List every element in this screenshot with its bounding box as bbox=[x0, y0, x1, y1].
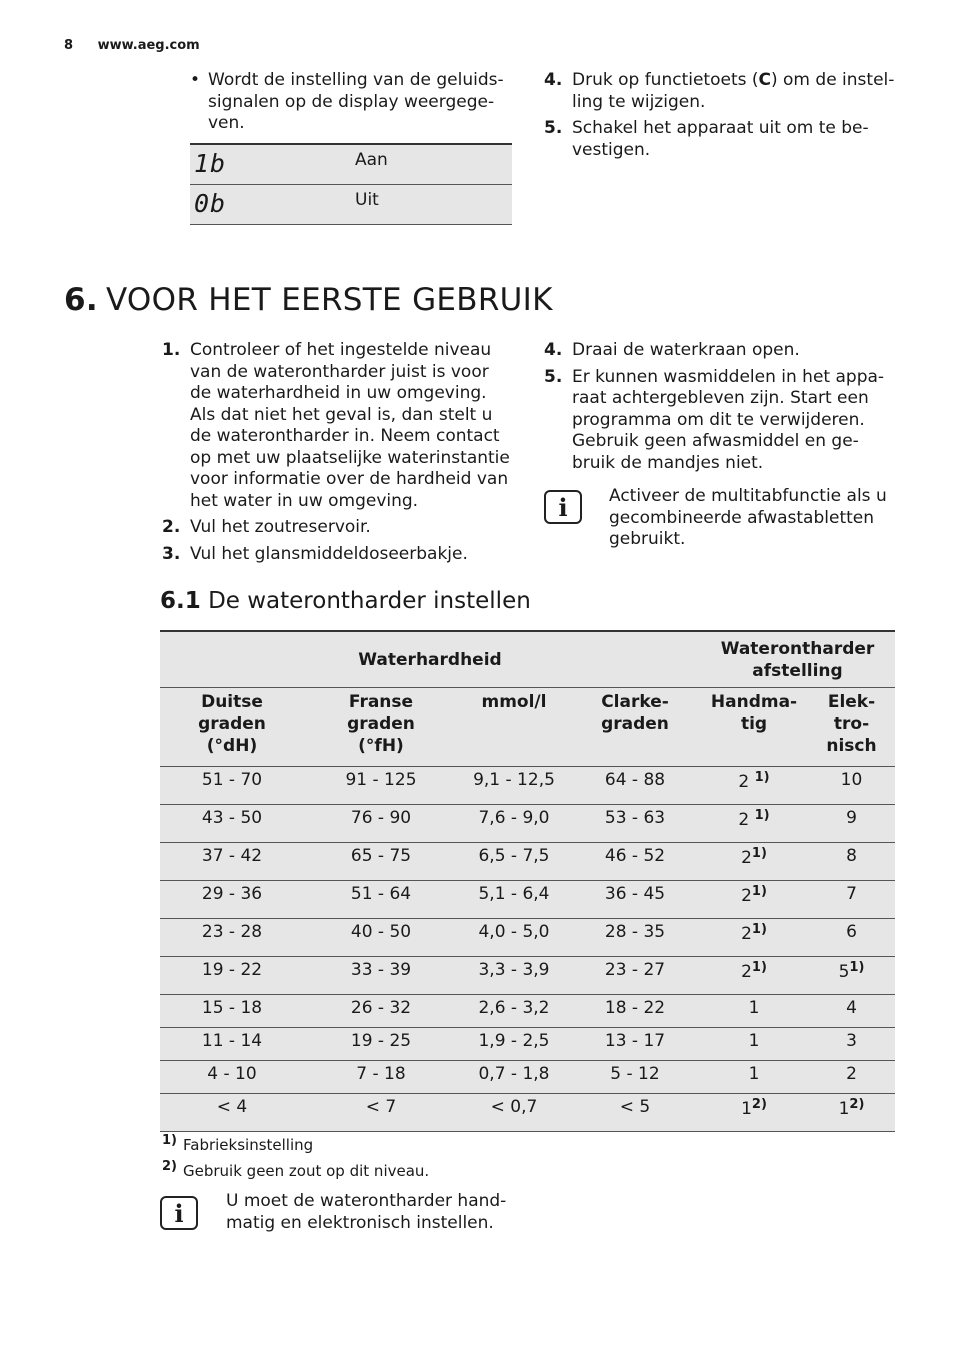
cell-duitse-graden: 19 - 22 bbox=[160, 956, 304, 994]
step-number: 4. bbox=[544, 340, 563, 360]
cell-elektronisch bbox=[808, 766, 895, 804]
column-header: mmol/l bbox=[458, 687, 570, 766]
info-note-multitab: Activeer de multitabfunctie als u gecombineerde afwastabletten gebruikt. bbox=[609, 486, 887, 549]
cell-value: 5 bbox=[838, 961, 850, 982]
step-text bbox=[572, 70, 894, 113]
table-row bbox=[160, 842, 895, 880]
step-text: Vul het glansmiddeldoseerbakje. bbox=[190, 543, 468, 564]
cell-duitse-graden: 51 - 70 bbox=[160, 766, 304, 804]
step-item bbox=[544, 367, 904, 475]
cell-clarke: 23 - 27 bbox=[570, 956, 700, 994]
cell-value: 3 bbox=[846, 1030, 857, 1051]
page-header bbox=[64, 38, 200, 53]
cell-handmatig bbox=[700, 842, 808, 880]
step-number: 5. bbox=[544, 366, 563, 387]
footnote bbox=[162, 1159, 429, 1180]
cell-clarke: 53 - 63 bbox=[570, 804, 700, 842]
cell-mmol: 6,5 - 7,5 bbox=[458, 842, 570, 880]
cell-clarke: 28 - 35 bbox=[570, 918, 700, 956]
cell-value: 2 bbox=[738, 771, 755, 792]
cell-mmol: 5,1 - 6,4 bbox=[458, 880, 570, 918]
cell-value: 1 bbox=[748, 1063, 760, 1084]
cell-mmol: 1,9 - 2,5 bbox=[458, 1027, 570, 1060]
cell-franse-graden: 51 - 64 bbox=[304, 880, 458, 918]
step-number: 4. bbox=[544, 70, 563, 90]
cell-duitse-graden: 15 - 18 bbox=[160, 994, 304, 1027]
bullet-text: Wordt de instelling van de geluids- signalen op de display weergege- ven. bbox=[208, 70, 504, 133]
step-item bbox=[544, 340, 904, 362]
column-header: Franse graden (°fH) bbox=[304, 687, 458, 766]
cell-franse-graden: < 7 bbox=[304, 1093, 458, 1131]
cell-elektronisch bbox=[808, 956, 895, 994]
cell-value: 9 bbox=[846, 807, 857, 828]
cell-handmatig bbox=[700, 994, 808, 1027]
cell-mmol: 0,7 - 1,8 bbox=[458, 1060, 570, 1093]
cell-elektronisch bbox=[808, 880, 895, 918]
cell-elektronisch bbox=[808, 1060, 895, 1093]
cell-value: 10 bbox=[840, 769, 863, 790]
table-row bbox=[160, 1093, 895, 1131]
step-text-pre: Druk op functietoets ( bbox=[572, 70, 759, 90]
cell-value: 1 bbox=[748, 1030, 760, 1051]
footnote-ref: 2) bbox=[849, 1096, 865, 1112]
step-item bbox=[162, 544, 522, 566]
cell-value: 1 bbox=[748, 997, 760, 1018]
display-row bbox=[190, 145, 512, 185]
cell-duitse-graden: < 4 bbox=[160, 1093, 304, 1131]
cell-value: 2 bbox=[741, 847, 752, 868]
step-item bbox=[162, 340, 522, 512]
cell-handmatig bbox=[700, 1093, 808, 1131]
page-number: 8 bbox=[64, 38, 74, 53]
cell-clarke: 46 - 52 bbox=[570, 842, 700, 880]
cell-elektronisch bbox=[808, 918, 895, 956]
water-hardness-table bbox=[160, 630, 895, 1132]
cell-value: 6 bbox=[846, 921, 857, 942]
column-header: Duitse graden (°dH) bbox=[160, 687, 304, 766]
cell-elektronisch bbox=[808, 994, 895, 1027]
top-right-steps bbox=[544, 70, 904, 166]
footnote-ref: 1) bbox=[751, 845, 767, 861]
cell-franse-graden: 26 - 32 bbox=[304, 994, 458, 1027]
step-number: 5. bbox=[544, 118, 563, 138]
info-note-manual-electronic: U moet de waterontharder hand- matig en elektronisch instellen. bbox=[226, 1191, 507, 1233]
step-number: 3. bbox=[162, 543, 181, 564]
step-text-post: ) om de instel- ling te wijzigen. bbox=[572, 70, 895, 112]
cell-clarke: 36 - 45 bbox=[570, 880, 700, 918]
cell-value: 2 bbox=[741, 923, 752, 944]
cell-handmatig bbox=[700, 1027, 808, 1060]
function-key: C bbox=[758, 70, 771, 90]
cell-franse-graden: 76 - 90 bbox=[304, 804, 458, 842]
step-item bbox=[544, 70, 904, 113]
display-table bbox=[190, 143, 512, 225]
cell-clarke: 13 - 17 bbox=[570, 1027, 700, 1060]
step-text: Schakel het apparaat uit om te be- vestigen. bbox=[572, 118, 869, 160]
table-row bbox=[160, 1060, 895, 1093]
cell-value: 1 bbox=[838, 1098, 850, 1119]
cell-handmatig bbox=[700, 956, 808, 994]
step-text: Vul het zoutreservoir. bbox=[190, 517, 371, 537]
sound-setting-bullet bbox=[190, 70, 520, 135]
footnote-ref: 1) bbox=[751, 921, 767, 937]
cell-value: 2 bbox=[741, 961, 752, 982]
cell-clarke: 64 - 88 bbox=[570, 766, 700, 804]
cell-value: 7 bbox=[846, 883, 857, 904]
info-icon: i bbox=[160, 1196, 198, 1230]
right-steps bbox=[544, 340, 904, 479]
table-row bbox=[160, 766, 895, 804]
footnote-ref: 2) bbox=[751, 1096, 767, 1112]
cell-handmatig bbox=[700, 1060, 808, 1093]
footnote-ref: 1) bbox=[849, 959, 865, 975]
cell-handmatig bbox=[700, 880, 808, 918]
cell-clarke: 5 - 12 bbox=[570, 1060, 700, 1093]
cell-elektronisch bbox=[808, 842, 895, 880]
display-value: Uit bbox=[355, 190, 379, 210]
cell-duitse-graden: 23 - 28 bbox=[160, 918, 304, 956]
cell-mmol: 2,6 - 3,2 bbox=[458, 994, 570, 1027]
footnote-ref: 1) bbox=[754, 769, 770, 785]
display-code: 1b bbox=[194, 149, 227, 178]
table-group-header-row bbox=[160, 631, 895, 687]
cell-elektronisch bbox=[808, 804, 895, 842]
step-item bbox=[162, 517, 522, 539]
cell-value: 2 bbox=[741, 885, 752, 906]
site-url: www.aeg.com bbox=[97, 38, 200, 53]
bullet-mark: • bbox=[190, 70, 201, 90]
cell-elektronisch bbox=[808, 1093, 895, 1131]
step-text: Controleer of het ingestelde niveau van de waterontharder juist is voor de waterhardheid in uw omgeving. Als dat niet het geval is, dan stelt u de waterontharder in. Neem contact op met uw plaatselijke waterinstantie voor informatie over de hardheid van het water in uw omgeving. bbox=[190, 340, 510, 511]
subsection-heading bbox=[160, 588, 531, 614]
cell-duitse-graden: 11 - 14 bbox=[160, 1027, 304, 1060]
table-row bbox=[160, 804, 895, 842]
header-waterhardheid: Waterhardheid bbox=[160, 631, 700, 687]
cell-value: 2 bbox=[738, 809, 755, 830]
footnote-ref: 1) bbox=[751, 883, 767, 899]
cell-mmol: 7,6 - 9,0 bbox=[458, 804, 570, 842]
cell-franse-graden: 19 - 25 bbox=[304, 1027, 458, 1060]
step-item bbox=[544, 118, 904, 161]
step-text: Draai de waterkraan open. bbox=[572, 340, 800, 360]
cell-value: 1 bbox=[741, 1098, 752, 1119]
cell-handmatig bbox=[700, 804, 808, 842]
cell-value: 4 bbox=[846, 997, 857, 1018]
footnote-mark: 2) bbox=[162, 1159, 177, 1174]
subsection-number: 6.1 bbox=[160, 588, 201, 614]
step-number: 2. bbox=[162, 517, 181, 537]
left-steps bbox=[162, 340, 522, 570]
cell-handmatig bbox=[700, 918, 808, 956]
footnote bbox=[162, 1133, 313, 1154]
header-softener-setting: Waterontharder afstelling bbox=[700, 631, 895, 687]
cell-duitse-graden: 37 - 42 bbox=[160, 842, 304, 880]
cell-mmol: < 0,7 bbox=[458, 1093, 570, 1131]
cell-value: 8 bbox=[846, 845, 857, 866]
display-code: 0b bbox=[194, 189, 227, 218]
footnote-text: Fabrieksinstelling bbox=[183, 1136, 314, 1154]
table-column-header-row bbox=[160, 687, 895, 766]
section-number: 6. bbox=[64, 282, 98, 318]
step-number: 1. bbox=[162, 340, 181, 360]
section-heading bbox=[64, 282, 553, 318]
cell-mmol: 4,0 - 5,0 bbox=[458, 918, 570, 956]
display-value: Aan bbox=[355, 150, 388, 170]
cell-franse-graden: 40 - 50 bbox=[304, 918, 458, 956]
section-title: VOOR HET EERSTE GEBRUIK bbox=[105, 282, 553, 318]
cell-franse-graden: 65 - 75 bbox=[304, 842, 458, 880]
cell-mmol: 9,1 - 12,5 bbox=[458, 766, 570, 804]
table-row bbox=[160, 956, 895, 994]
cell-franse-graden: 7 - 18 bbox=[304, 1060, 458, 1093]
subsection-title: De waterontharder instellen bbox=[208, 588, 531, 614]
cell-clarke: 18 - 22 bbox=[570, 994, 700, 1027]
info-icon: i bbox=[544, 490, 582, 524]
cell-duitse-graden: 4 - 10 bbox=[160, 1060, 304, 1093]
cell-franse-graden: 91 - 125 bbox=[304, 766, 458, 804]
cell-clarke: < 5 bbox=[570, 1093, 700, 1131]
cell-value: 2 bbox=[846, 1063, 857, 1084]
footnote-text: Gebruik geen zout op dit niveau. bbox=[183, 1162, 430, 1180]
table-row bbox=[160, 994, 895, 1027]
cell-franse-graden: 33 - 39 bbox=[304, 956, 458, 994]
cell-mmol: 3,3 - 3,9 bbox=[458, 956, 570, 994]
footnote-ref: 1) bbox=[751, 959, 767, 975]
table-row bbox=[160, 918, 895, 956]
column-header: Clarke- graden bbox=[570, 687, 700, 766]
table-row bbox=[160, 1027, 895, 1060]
column-header: Handma- tig bbox=[700, 687, 808, 766]
footnote-mark: 1) bbox=[162, 1133, 177, 1148]
cell-handmatig bbox=[700, 766, 808, 804]
cell-duitse-graden: 29 - 36 bbox=[160, 880, 304, 918]
table-row bbox=[160, 880, 895, 918]
step-text: Er kunnen wasmiddelen in het appa- raat achtergebleven zijn. Start een programma om dit te verwijderen. Gebruik geen afwasmiddel en ge- bruik de mandjes niet. bbox=[572, 366, 885, 473]
display-row bbox=[190, 185, 512, 225]
footnote-ref: 1) bbox=[754, 807, 770, 823]
cell-duitse-graden: 43 - 50 bbox=[160, 804, 304, 842]
column-header: Elek- tro- nisch bbox=[808, 687, 895, 766]
cell-elektronisch bbox=[808, 1027, 895, 1060]
